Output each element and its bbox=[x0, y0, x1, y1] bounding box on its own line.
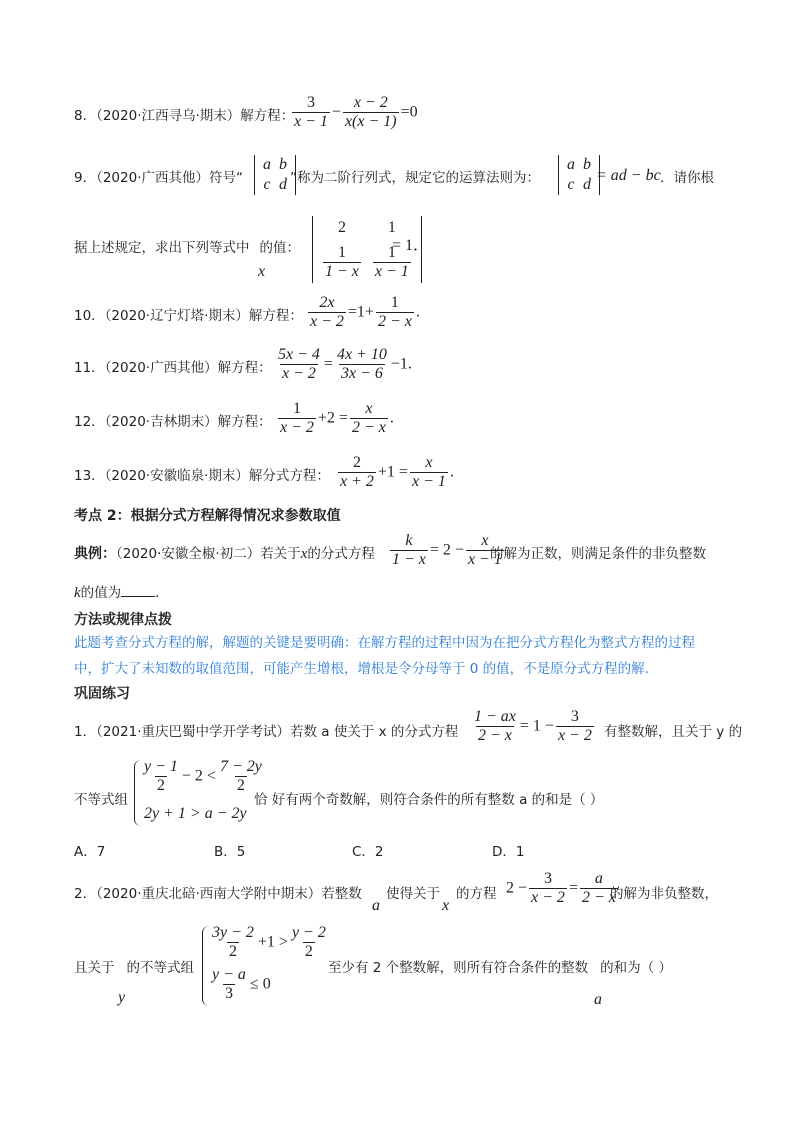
inequality-2: $\frac{y - a}{3}$ ≤ 0 bbox=[212, 966, 271, 1002]
fraction: $\frac{3}{x - 1}$ bbox=[294, 94, 328, 130]
problem-13: 13．（2020·安徽临泉·期末）解分式方程： bbox=[74, 468, 330, 484]
variable-y: y bbox=[118, 989, 126, 1006]
answer-blank[interactable] bbox=[121, 582, 155, 597]
problem-9 bbox=[74, 168, 243, 188]
variable-a: a bbox=[372, 897, 380, 914]
problem-text: 解方程： bbox=[240, 108, 295, 124]
example-text: 的解为正数，则满足条件的非负整数 bbox=[490, 546, 706, 562]
problem-source: （2020·江西寻乌·期末） bbox=[96, 108, 241, 124]
method-line1: 此题考查分式方程的解，解题的关键是要明确：在解方程的过程中因为在把分式方程化为整式方程的过程 bbox=[74, 635, 695, 651]
option-b[interactable]: B．5 bbox=[214, 844, 246, 860]
variable-x: x bbox=[442, 897, 450, 914]
problem-11: 11．（2020·广西其他）解方程： bbox=[74, 360, 272, 376]
practice-q2: 2．（2020·重庆北碚·西南大学附中期末）若整数 bbox=[74, 886, 362, 902]
option-a[interactable]: A．7 bbox=[74, 844, 106, 860]
problem-12: 12．（2020·吉林期末）解方程： bbox=[74, 414, 272, 430]
inequality-1: $\frac{y - 1}{2}$ − 2 < $\frac{7 - 2y}{2}$ bbox=[144, 758, 262, 794]
problem-10: 10．（2020·辽宁灯塔·期末）解方程： bbox=[74, 308, 303, 324]
option-d[interactable]: D．1 bbox=[492, 844, 525, 860]
practice-heading: 巩固练习 bbox=[74, 686, 130, 702]
problem-9-line2: 据上述规定，求出下列等式中 的值： bbox=[74, 240, 300, 256]
fraction: $\frac{x - 2}{x(x - 1)}$ bbox=[344, 94, 397, 130]
q1-equation: $\frac{1 - ax}{2 - x}$ = 1 − $\frac{3}{x - 2}$ bbox=[474, 708, 592, 744]
determinant-symbol: a b c d bbox=[254, 155, 296, 195]
problem-8 bbox=[74, 106, 294, 126]
equation-12: $\frac{1}{x - 2}$ +2 = $\frac{x}{2 - x}$ . bbox=[280, 400, 394, 436]
q1-line2-label: 不等式组 bbox=[74, 792, 128, 808]
q2-text-b: 使得关于 bbox=[386, 886, 440, 902]
q2-equation: 2 − $\frac{3}{x - 2}$ = $\frac{a}{2 - x}$ bbox=[506, 870, 616, 906]
method-line2: 中，扩大了未知数的取值范围，可能产生增根，增根是令分母等于 0 的值，不是原分式方程的解. bbox=[74, 661, 649, 677]
q2-text-d: 的解为非负整数， bbox=[610, 886, 718, 902]
example-line1: 典例：（2020·安徽全椒·初二）若关于x的分式方程 bbox=[74, 546, 375, 562]
section-heading: 考点 2：根据分式方程解得情况求参数取值 bbox=[74, 508, 341, 524]
example-equation: $\frac{k}{1 - x}$ = 2 − $\frac{x}{x - 1}$ bbox=[392, 532, 502, 568]
problem-text: 符号“ bbox=[209, 170, 243, 186]
q2-text-c: 的方程 bbox=[456, 886, 497, 902]
q2-line2: 且关于 的不等式组 bbox=[74, 960, 194, 976]
q1-text: 有整数解，且关于 y 的 bbox=[604, 724, 743, 740]
method-heading: 方法或规律点拨 bbox=[74, 612, 172, 628]
determinant-equation: 2 1 $\frac{1}{1 - x}$ $\frac{1}{x - 1}$ bbox=[312, 216, 422, 283]
equation-11: $\frac{5x - 4}{x - 2}$ = $\frac{4x + 10}{3x - 6}$ −1. bbox=[278, 346, 412, 382]
inequality-2: 2y + 1 > a − 2y bbox=[144, 805, 247, 822]
problem-9-text: ”称为二阶行列式，规定它的运算法则为： bbox=[290, 170, 540, 186]
variable-a: a bbox=[594, 991, 602, 1008]
determinant-formula: = ad − bc bbox=[596, 167, 661, 184]
q1-line2-text: 恰 好有两个奇数解，则符合条件的所有整数 a 的和是（ ） bbox=[254, 792, 604, 808]
option-c[interactable]: C．2 bbox=[352, 844, 384, 860]
equation-8: $\frac{3}{x - 1}$ − $\frac{x - 2}{x(x - 1)}$ =0 bbox=[294, 94, 418, 130]
equation-10: $\frac{2x}{x - 2}$ =1+ $\frac{1}{2 - x}$ . bbox=[310, 294, 420, 330]
problem-source: （2020·广西其他） bbox=[96, 170, 209, 186]
problem-9-text-end: ．请你根 bbox=[660, 170, 714, 186]
variable-x: x bbox=[258, 263, 266, 280]
equation-13: $\frac{2}{x + 2}$ +1 = $\frac{x}{x - 1}$ . bbox=[340, 454, 454, 490]
inequality-1: $\frac{3y - 2}{2}$ +1 > $\frac{y - 2}{2}$ bbox=[212, 924, 326, 960]
determinant-rule: a b c d bbox=[558, 155, 600, 195]
problem-number: 8． bbox=[74, 108, 97, 124]
example-line2: k的值为 ． bbox=[74, 582, 169, 603]
practice-q1: 1．（2021·重庆巴蜀中学开学考试）若数 a 使关于 x 的分式方程 bbox=[74, 724, 459, 740]
problem-number: 9． bbox=[74, 170, 97, 186]
determinant-equals: = 1． bbox=[392, 237, 430, 254]
q2-line2-text: 至少有 2 个整数解，则所有符合条件的整数 的和为（ ） bbox=[328, 960, 672, 976]
